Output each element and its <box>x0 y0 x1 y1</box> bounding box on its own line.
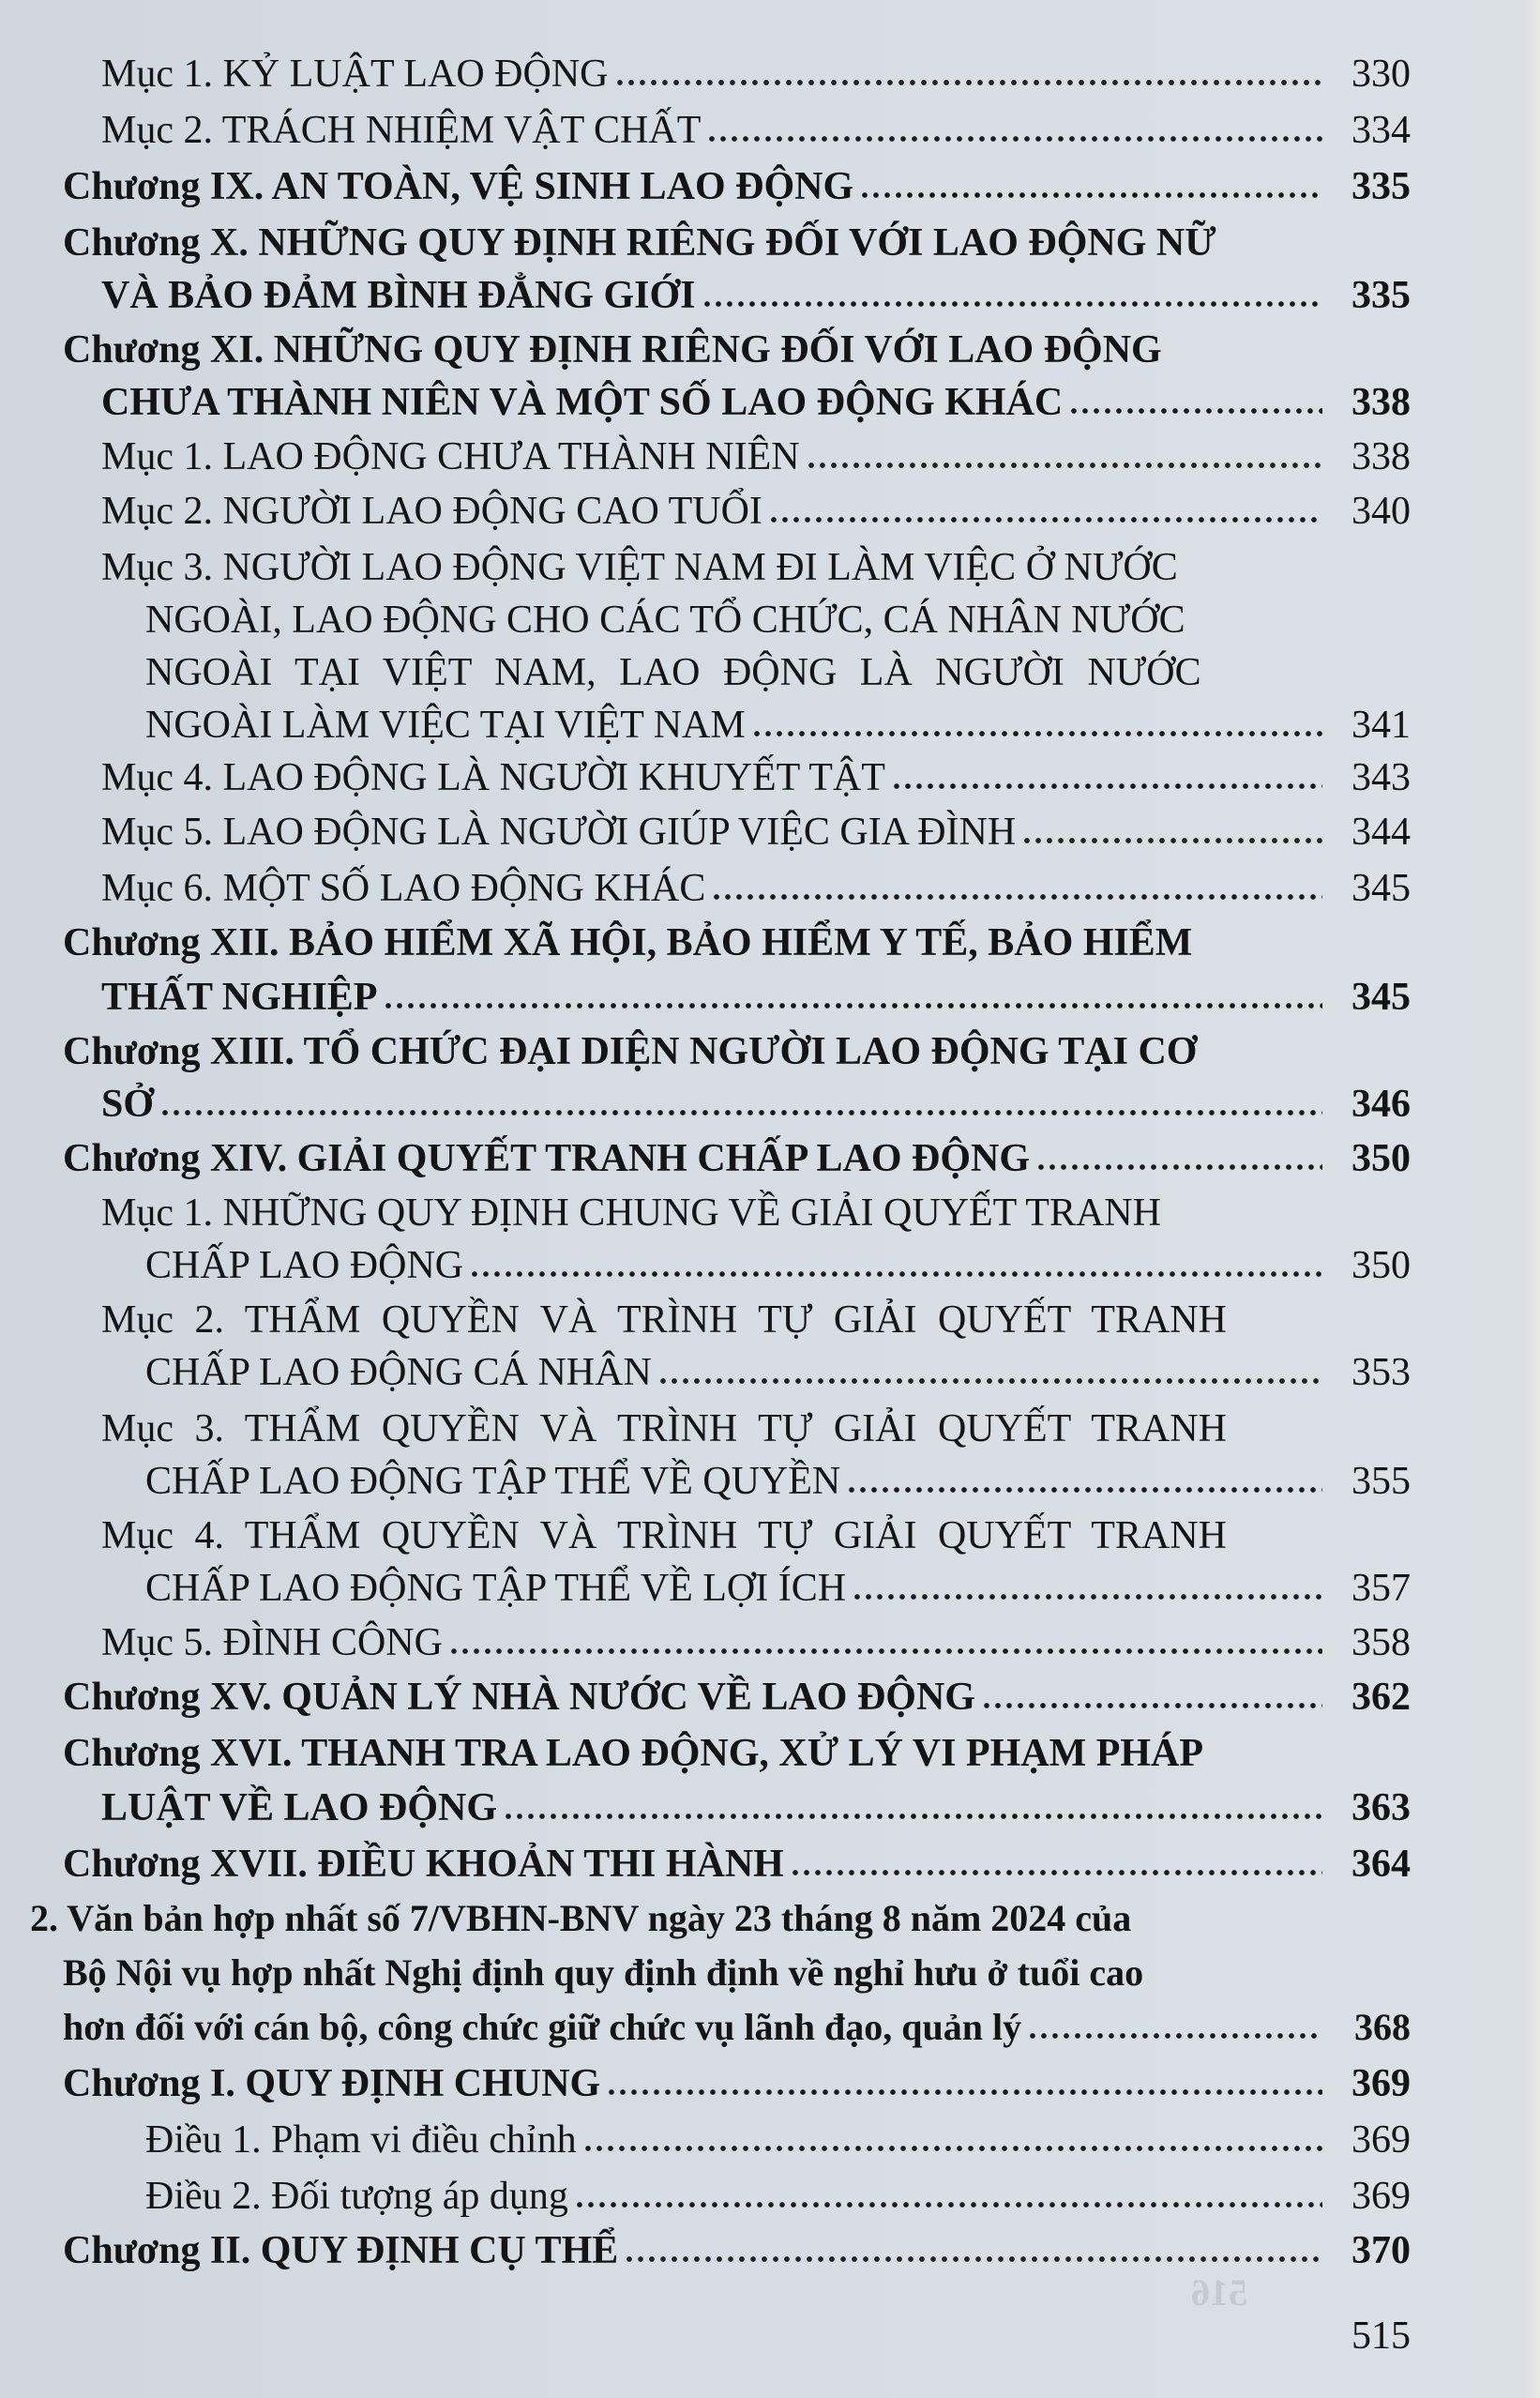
toc-entry-c14-muc3-cont[interactable] <box>0 1450 1540 1505</box>
toc-entry-title-cont: Bộ Nội vụ hợp nhất Nghị định quy định định về nghỉ hưu ở tuổi cao <box>63 1951 1144 1994</box>
toc-page-number: 346 <box>1351 1083 1411 1126</box>
toc-entry-c11-muc4[interactable] <box>0 747 1540 801</box>
toc-entry-title: 2. Văn bản hợp nhất số 7/VBHN-BNV ngày 23 tháng 8 năm 2024 của <box>30 1897 1132 1939</box>
toc-entry-title: XVII. ĐIỀU KHOẢN THI HÀNH <box>210 1843 784 1886</box>
toc-entry-chuong-14[interactable] <box>0 1128 1540 1182</box>
toc-entry-title: XII. BẢO HIỂM XÃ HỘI, BẢO HIỂM Y TẾ, BẢO HIỂM <box>210 921 1193 964</box>
toc-entry-c14-muc4-cont[interactable] <box>0 1557 1540 1612</box>
toc-entry-title: Mục 1. KỶ LUẬT LAO ĐỘNG <box>101 53 609 96</box>
toc-entry-c11-muc2[interactable] <box>0 480 1540 535</box>
toc-page-number: 358 <box>1351 1621 1411 1664</box>
toc-page-number: 368 <box>1354 2006 1411 2048</box>
toc-entry-title: Mục 2. NGƯỜI LAO ĐỘNG CAO TUỔI <box>101 490 762 533</box>
toc-entry-chuong-9[interactable] <box>0 156 1540 210</box>
toc-entry-title: Mục 2. THẨM QUYỀN VÀ TRÌNH TỰ GIẢI QUYẾT TRANH <box>101 1298 1227 1342</box>
toc-entry-chuong-1[interactable] <box>0 2053 1540 2107</box>
toc-entry-title: XIII. TỔ CHỨC ĐẠI DIỆN NGƯỜI LAO ĐỘNG TẠI CƠ <box>210 1030 1198 1073</box>
toc-entry-chuong-13[interactable] <box>0 1021 1540 1075</box>
toc-entry-title: Mục 5. LAO ĐỘNG LÀ NGƯỜI GIÚP VIỆC GIA ĐÌNH <box>101 811 1017 854</box>
chapter-prefix: Chương <box>63 221 201 265</box>
toc-entry-chuong-11[interactable] <box>0 319 1540 373</box>
toc-entry-title: Mục 1. NHỮNG QUY ĐỊNH CHUNG VỀ GIẢI QUYẾT TRANH <box>101 1191 1161 1235</box>
toc-entry-chuong-10-cont[interactable] <box>0 265 1540 319</box>
toc-entry-title: Mục 6. MỘT SỐ LAO ĐỘNG KHÁC <box>101 867 706 910</box>
chapter-prefix: Chương <box>63 1137 201 1180</box>
toc-entry-c11-muc6[interactable] <box>0 858 1540 912</box>
toc-entry-title-cont: CHẤP LAO ĐỘNG <box>145 1244 464 1287</box>
toc-entry-c14-muc4[interactable] <box>0 1505 1540 1559</box>
chapter-prefix: Chương <box>63 2062 201 2105</box>
dot-leader <box>582 2126 1322 2154</box>
dot-leader <box>702 281 1322 310</box>
toc-entry-title-cont: CHƯA THÀNH NIÊN VÀ MỘT SỐ LAO ĐỘNG KHÁC <box>101 381 1064 424</box>
toc-entry-title-cont: CHẤP LAO ĐỘNG CÁ NHÂN <box>145 1351 652 1394</box>
dot-leader <box>1035 1145 1322 1173</box>
toc-entry-title: Điều 1. Phạm vi điều chỉnh <box>145 2118 577 2162</box>
toc-page-number: 343 <box>1351 756 1411 799</box>
toc-entry-c11-muc5[interactable] <box>0 801 1540 856</box>
dot-leader <box>1027 2013 1322 2041</box>
toc-entry-muc2-trach-nhiem[interactable] <box>0 99 1540 154</box>
toc-entry-title: II. QUY ĐỊNH CỤ THỂ <box>210 2229 619 2272</box>
page-number: 515 <box>1351 2315 1411 2358</box>
toc-entry-c11-muc1[interactable] <box>0 426 1540 480</box>
toc-page-number: 363 <box>1351 1786 1411 1829</box>
show-through-text: 516 <box>1191 2271 1247 2314</box>
dot-leader <box>751 711 1322 739</box>
toc-entry-chuong-16[interactable] <box>0 1723 1540 1777</box>
dot-leader <box>469 1252 1322 1280</box>
toc-page-number: 350 <box>1351 1244 1411 1287</box>
toc-entry-title: Mục 2. TRÁCH NHIỆM VẬT CHẤT <box>101 109 702 152</box>
toc-page-number: 350 <box>1351 1137 1411 1180</box>
toc-entry-chuong-2[interactable] <box>0 2220 1540 2274</box>
chapter-prefix: Chương <box>63 1030 201 1073</box>
toc-entry-title: X. NHỮNG QUY ĐỊNH RIÊNG ĐỐI VỚI LAO ĐỘNG NỮ <box>210 221 1216 265</box>
toc-entry-chuong-16-cont[interactable] <box>0 1777 1540 1831</box>
dot-leader <box>383 983 1322 1011</box>
toc-entry-c14-muc5[interactable] <box>0 1612 1540 1666</box>
toc-page-number: 345 <box>1351 976 1411 1019</box>
toc-entry-chuong-12-cont[interactable] <box>0 966 1540 1021</box>
dot-leader <box>1068 388 1322 417</box>
dot-leader <box>711 874 1322 903</box>
toc-entry-item-2-cont2[interactable] <box>0 1996 1540 2051</box>
toc-entry-c14-muc2-cont[interactable] <box>0 1342 1540 1396</box>
toc-page-number: 357 <box>1351 1567 1411 1610</box>
toc-entry-title: IX. AN TOÀN, VỆ SINH LAO ĐỘNG <box>210 165 854 208</box>
toc-entry-item-2-cont1[interactable] <box>0 1942 1540 1996</box>
dot-leader <box>614 60 1322 88</box>
toc-page-number: 334 <box>1351 109 1411 152</box>
dot-leader <box>624 2237 1322 2265</box>
toc-entry-title-cont: hơn đối với cán bộ, công chức giữ chức vụ lãnh đạo, quản lý <box>63 2006 1022 2048</box>
chapter-prefix: Chương <box>63 1732 201 1775</box>
chapter-prefix: Chương <box>63 2229 201 2272</box>
toc-page-number: 364 <box>1351 1843 1411 1886</box>
dot-leader <box>981 1683 1322 1711</box>
toc-entry-title: Mục 4. LAO ĐỘNG LÀ NGƯỜI KHUYẾT TẬT <box>101 756 885 799</box>
toc-page-number: 335 <box>1351 274 1411 317</box>
toc-entry-title: Mục 1. LAO ĐỘNG CHƯA THÀNH NIÊN <box>101 435 800 478</box>
chapter-prefix: Chương <box>63 1676 201 1719</box>
toc-entry-dieu-2[interactable] <box>0 2165 1540 2220</box>
toc-entry-title-cont: VÀ BẢO ĐẢM BÌNH ĐẲNG GIỚI <box>101 274 696 317</box>
dot-leader <box>768 497 1322 525</box>
dot-leader <box>846 1467 1322 1495</box>
toc-entry-title: Mục 5. ĐÌNH CÔNG <box>101 1621 443 1664</box>
toc-entry-title: XV. QUẢN LÝ NHÀ NƯỚC VỀ LAO ĐỘNG <box>210 1676 975 1719</box>
dot-leader <box>891 764 1322 792</box>
toc-page-number: 335 <box>1351 165 1411 208</box>
toc-entry-chuong-13-cont[interactable] <box>0 1073 1540 1128</box>
dot-leader <box>657 1358 1322 1387</box>
toc-entry-c14-muc2[interactable] <box>0 1289 1540 1343</box>
toc-entry-chuong-12[interactable] <box>0 912 1540 966</box>
toc-entry-title: XVI. THANH TRA LAO ĐỘNG, XỬ LÝ VI PHẠM PHÁP <box>210 1732 1204 1775</box>
toc-entry-c14-muc1-cont[interactable] <box>0 1235 1540 1289</box>
toc-entry-c14-muc3[interactable] <box>0 1398 1540 1452</box>
toc-entry-title-cont: CHẤP LAO ĐỘNG TẬP THỂ VỀ QUYỀN <box>145 1460 841 1503</box>
toc-page-number: 330 <box>1351 53 1411 96</box>
dot-leader <box>503 1794 1322 1822</box>
dot-leader <box>859 173 1322 201</box>
toc-entry-title-cont: NGOÀI, LAO ĐỘNG CHO CÁC TỔ CHỨC, CÁ NHÂN NƯỚC <box>145 599 1185 642</box>
chapter-prefix: Chương <box>63 328 201 372</box>
toc-page-number: 338 <box>1351 435 1411 478</box>
toc-page-number: 341 <box>1351 704 1411 747</box>
dot-leader <box>574 2182 1322 2210</box>
toc-entry-title: XI. NHỮNG QUY ĐỊNH RIÊNG ĐỐI VỚI LAO ĐỘNG <box>210 328 1162 372</box>
dot-leader <box>806 443 1322 471</box>
chapter-prefix: Chương <box>63 1843 201 1886</box>
toc-page-number: 344 <box>1351 811 1411 854</box>
toc-entry-chuong-15[interactable] <box>0 1666 1540 1721</box>
toc-page-number: 338 <box>1351 381 1411 424</box>
dot-leader <box>706 116 1322 144</box>
toc-entry-c14-muc1[interactable] <box>0 1182 1540 1237</box>
dot-leader <box>790 1850 1322 1878</box>
toc-entry-c11-muc3-cont3[interactable] <box>0 694 1540 749</box>
toc-entry-title-cont: THẤT NGHIỆP <box>101 976 378 1019</box>
toc-page-number: 362 <box>1351 1676 1411 1719</box>
toc-entry-title: XIV. GIẢI QUYẾT TRANH CHẤP LAO ĐỘNG <box>210 1137 1030 1180</box>
toc-page-number: 370 <box>1351 2229 1411 2272</box>
toc-page-number: 369 <box>1351 2175 1411 2218</box>
dot-leader <box>852 1574 1322 1602</box>
toc-page-number: 369 <box>1351 2118 1411 2162</box>
toc-page-number: 340 <box>1351 490 1411 533</box>
chapter-prefix: Chương <box>63 921 201 964</box>
dot-leader <box>606 2070 1322 2098</box>
toc-page-number: 369 <box>1351 2062 1411 2105</box>
toc-entry-item-2[interactable] <box>0 1888 1540 1942</box>
toc-entry-title-cont: SỞ <box>101 1083 155 1126</box>
dot-leader <box>1021 818 1322 846</box>
toc-page-number: 353 <box>1351 1351 1411 1394</box>
toc-entry-title: Mục 4. THẨM QUYỀN VÀ TRÌNH TỰ GIẢI QUYẾT TRANH <box>101 1514 1227 1557</box>
toc-entry-muc1-ky-luat[interactable] <box>0 43 1540 98</box>
toc-page-number: 355 <box>1351 1460 1411 1503</box>
toc-entry-c11-muc3-cont2[interactable] <box>0 642 1540 696</box>
toc-page-number: 345 <box>1351 867 1411 910</box>
toc-entry-title-cont: NGOÀI TẠI VIỆT NAM, LAO ĐỘNG LÀ NGƯỜI NƯỚC <box>145 651 1201 694</box>
toc-entry-c11-muc3-cont1[interactable] <box>0 589 1540 644</box>
toc-entry-chuong-17[interactable] <box>0 1833 1540 1888</box>
toc-entry-title-cont: CHẤP LAO ĐỘNG TẬP THỂ VỀ LỢI ÍCH <box>145 1567 847 1610</box>
toc-entry-chuong-10[interactable] <box>0 212 1540 266</box>
toc-entry-dieu-1[interactable] <box>0 2109 1540 2163</box>
toc-entry-c11-muc3[interactable] <box>0 537 1540 591</box>
toc-entry-chuong-11-cont[interactable] <box>0 372 1540 426</box>
toc-entry-title-cont: LUẬT VỀ LAO ĐỘNG <box>101 1786 498 1829</box>
toc-entry-title: Mục 3. THẨM QUYỀN VÀ TRÌNH TỰ GIẢI QUYẾT TRANH <box>101 1407 1227 1450</box>
toc-entry-title: I. QUY ĐỊNH CHUNG <box>210 2062 601 2105</box>
toc-entry-title: Mục 3. NGƯỜI LAO ĐỘNG VIỆT NAM ĐI LÀM VIỆC Ở NƯỚC <box>101 546 1178 589</box>
dot-leader <box>159 1090 1322 1118</box>
toc-entry-title-cont: NGOÀI LÀM VIỆC TẠI VIỆT NAM <box>145 704 746 747</box>
toc-entry-title: Điều 2. Đối tượng áp dụng <box>145 2175 568 2218</box>
chapter-prefix: Chương <box>63 165 201 208</box>
dot-leader <box>448 1629 1322 1657</box>
